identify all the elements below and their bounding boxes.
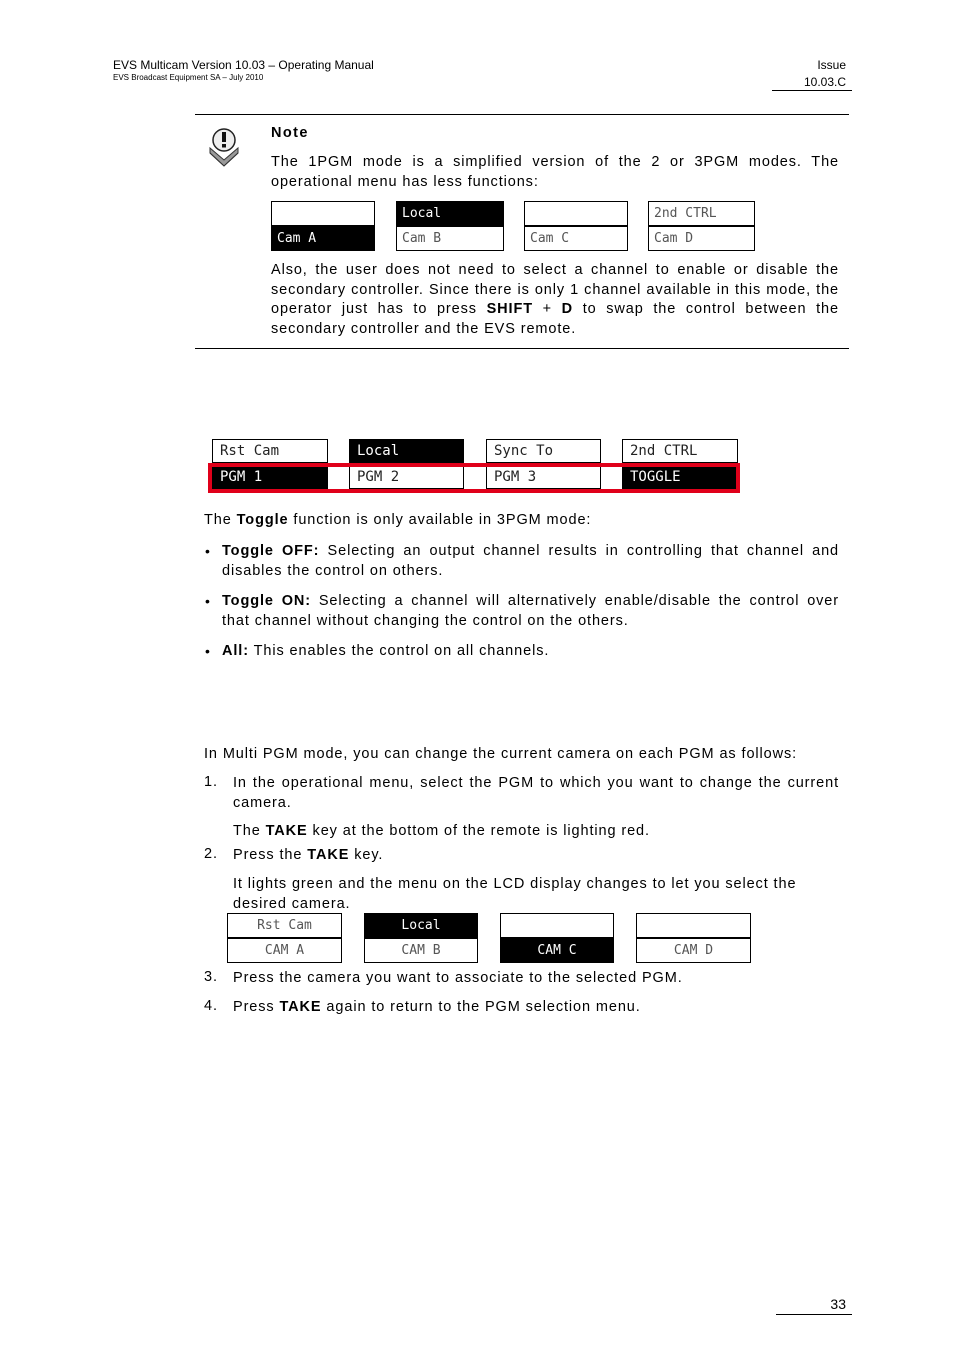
note-lcd-top-4: 2nd CTRL [648,201,755,226]
toggle-intro-a: The [204,512,237,528]
step-3-text: Press the camera you want to associate to the selected PGM. [233,970,683,986]
toggle-on-item [222,592,839,631]
step-4-number: 4. [204,998,218,1014]
cam-lcd-bottom-4: CAM D [636,938,751,963]
note-lcd-bottom-4: Cam D [648,226,755,251]
menu-bottom-2: PGM 2 [349,465,464,489]
toggle-all-text: This enables the control on all channels. [248,643,550,659]
toggle-all-item [222,642,839,662]
step-1-text: In the operational menu, select the PGM to which you want to change the current camera. [233,775,839,811]
cam-lcd-top-3 [500,913,614,938]
issue-version: 10.03.C [803,75,846,89]
take-key-label: TAKE [307,847,350,863]
step-1-sub-b: key at the bottom of the remote is lighting red. [307,823,650,839]
menu-bottom-1: PGM 1 [212,465,328,489]
toggle-off-text: Selecting an output channel results in controlling that channel and disables the control on others. [222,543,839,579]
cam-lcd-bottom-3: CAM C [500,938,614,963]
cam-lcd-top-4 [636,913,751,938]
toggle-off-item [222,542,839,581]
menu-bottom-4: TOGGLE [622,465,738,489]
note-lcd-bottom-3: Cam C [524,226,628,251]
plus-sign: + [532,301,562,317]
bullet-icon: • [205,593,210,609]
document-subtitle: EVS Broadcast Equipment SA – July 2010 [113,73,264,82]
note-lcd-bottom-1: Cam A [271,226,375,251]
step-4-text [233,998,641,1018]
take-key-label: TAKE [265,823,308,839]
step-1-sub-a: The [233,823,266,839]
page-number: 33 [830,1296,846,1312]
menu-top-4: 2nd CTRL [622,439,738,463]
cam-lcd-top-1: Rst Cam [227,913,342,938]
toggle-on-label: Toggle ON: [222,593,311,609]
note-heading: Note [271,125,309,141]
note-lcd-top-1 [271,201,375,226]
note-lcd-bottom-2: Cam B [396,226,504,251]
toggle-off-label: Toggle OFF: [222,543,320,559]
bullet-icon: • [205,543,210,559]
highlight-frame [208,463,740,493]
note-para2-text-a: Also, the user does not need to select a channel to enable or disable the secondary controller. Since there is only 1 channel available in this mode, the operator just has to press [271,262,839,317]
note-top-rule [195,114,849,115]
note-lcd-top-2: Local [396,201,504,226]
note-paragraph-1: The 1PGM mode is a simplified version of the 2 or 3PGM modes. The operational menu has less functions: [271,154,839,190]
bullet-icon: • [205,643,210,659]
step-2-a: Press the [233,847,308,863]
toggle-intro [204,511,591,531]
cam-lcd-bottom-2: CAM B [364,938,478,963]
step-4-a: Press [233,999,280,1015]
warning-note-icon [206,126,242,170]
note-lcd-top-3 [524,201,628,226]
step-2-b: key. [349,847,384,863]
menu-top-3: Sync To [486,439,601,463]
toggle-all-label: All: [222,643,249,659]
step-2-sub: It lights green and the menu on the LCD display changes to let you select the desired camera. [233,876,797,912]
take-key-label: TAKE [279,999,322,1015]
step-2-number: 2. [204,846,218,862]
toggle-intro-b: function is only available in 3PGM mode: [288,512,592,528]
toggle-on-text: Selecting a channel will alternatively enable/disable the control over that channel without changing the control on the others. [222,593,839,629]
toggle-keyword: Toggle [236,512,289,528]
d-key-label: D [561,301,574,317]
footer-divider [776,1314,852,1315]
step-1-number: 1. [204,774,218,790]
header-divider [772,90,852,91]
multi-intro: In Multi PGM mode, you can change the current camera on each PGM as follows: [204,746,798,762]
issue-label: Issue [817,58,846,72]
note-paragraph-2 [271,261,839,339]
menu-top-2: Local [349,439,464,463]
document-title: EVS Multicam Version 10.03 – Operating Manual [113,58,374,72]
cam-lcd-bottom-1: CAM A [227,938,342,963]
shift-key-label: SHIFT [486,301,533,317]
step-2-text [233,846,383,866]
note-bottom-rule [195,348,849,349]
note-para2-text-b: to swap the control between the secondary controller and the EVS remote. [271,301,839,337]
step-3-number: 3. [204,969,218,985]
cam-lcd-top-2: Local [364,913,478,938]
step-4-b: again to return to the PGM selection menu. [321,999,641,1015]
menu-top-1: Rst Cam [212,439,328,463]
menu-bottom-3: PGM 3 [486,465,601,489]
step-1-sub [233,822,650,842]
